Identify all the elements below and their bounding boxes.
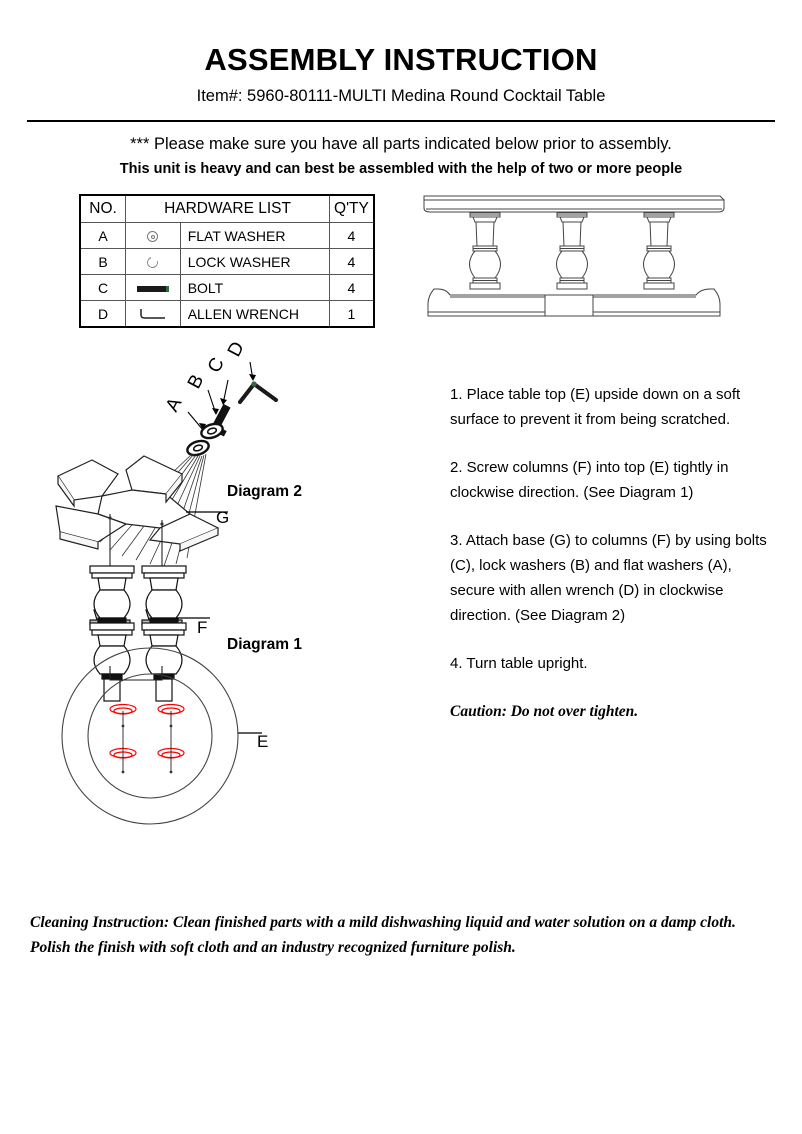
row-qty: 1: [329, 301, 374, 328]
step-3: 3. Attach base (G) to columns (F) by using bolts (C), lock washers (B) and flat washers (A), secure with allen wrench (D) in clockwise direction. (See Diagram 2): [450, 532, 767, 624]
step-2: 2. Screw columns (F) into top (E) tightly in clockwise direction. (See Diagram 1): [450, 459, 729, 501]
cleaning-instruction: Cleaning Instruction: Clean finished parts with a mild dishwashing liquid and water solution on a damp cloth. Polish the finish with soft cloth and an industry recognized furniture polish.: [30, 914, 736, 956]
callout-c: C: [203, 354, 229, 377]
table-row: [80, 223, 374, 249]
row-qty: 4: [329, 223, 374, 249]
header-no: NO.: [80, 195, 126, 223]
row-part-name: FLAT WASHER: [180, 223, 329, 249]
bolt-icon: [126, 275, 181, 301]
callout-a: A: [161, 394, 187, 416]
step-1: 1. Place table top (E) upside down on a soft surface to prevent it from being scratched.: [450, 386, 741, 428]
diagram-1-label: Diagram 1: [227, 636, 302, 653]
heavy-unit-notice: This unit is heavy and can best be assembled with the help of two or more people: [119, 161, 683, 177]
callout-label-f: F: [197, 618, 208, 637]
caution-note: Caution: Do not over tighten.: [450, 703, 639, 720]
callout-b: B: [183, 371, 209, 393]
row-letter: D: [80, 301, 126, 328]
row-letter: B: [80, 249, 126, 275]
diagram-2-label: Diagram 2: [227, 483, 302, 500]
flat-washer-icon: [126, 223, 181, 249]
hardware-list-table: [79, 194, 375, 328]
row-qty: 4: [329, 275, 374, 301]
assembly-steps: [450, 382, 770, 740]
row-part-name: LOCK WASHER: [180, 249, 329, 275]
step-4: 4. Turn table upright.: [450, 655, 588, 672]
item-subtitle: Item#: 5960-80111-MULTI Medina Round Cocktail Table: [196, 87, 606, 105]
page-title: ASSEMBLY INSTRUCTION: [204, 42, 598, 77]
row-part-name: ALLEN WRENCH: [180, 301, 329, 328]
table-header-row: [80, 195, 374, 223]
lock-washer-icon: [126, 249, 181, 275]
table-row: [80, 275, 374, 301]
callout-label-e: E: [257, 732, 269, 751]
callout-label-g: G: [216, 508, 230, 527]
header-hardware-list: HARDWARE LIST: [126, 195, 330, 223]
exploded-assembly-illustration: [40, 328, 400, 828]
assembled-table-illustration: [420, 190, 730, 320]
table-row: [80, 249, 374, 275]
header-divider: [27, 120, 775, 122]
parts-check-notice: *** Please make sure you have all parts indicated below prior to assembly.: [130, 135, 672, 153]
row-letter: A: [80, 223, 126, 249]
callout-d: D: [223, 338, 249, 361]
allen-wrench-icon: [126, 301, 181, 328]
row-letter: C: [80, 275, 126, 301]
row-part-name: BOLT: [180, 275, 329, 301]
row-qty: 4: [329, 249, 374, 275]
header-qty: Q'TY: [329, 195, 374, 223]
table-row: [80, 301, 374, 328]
